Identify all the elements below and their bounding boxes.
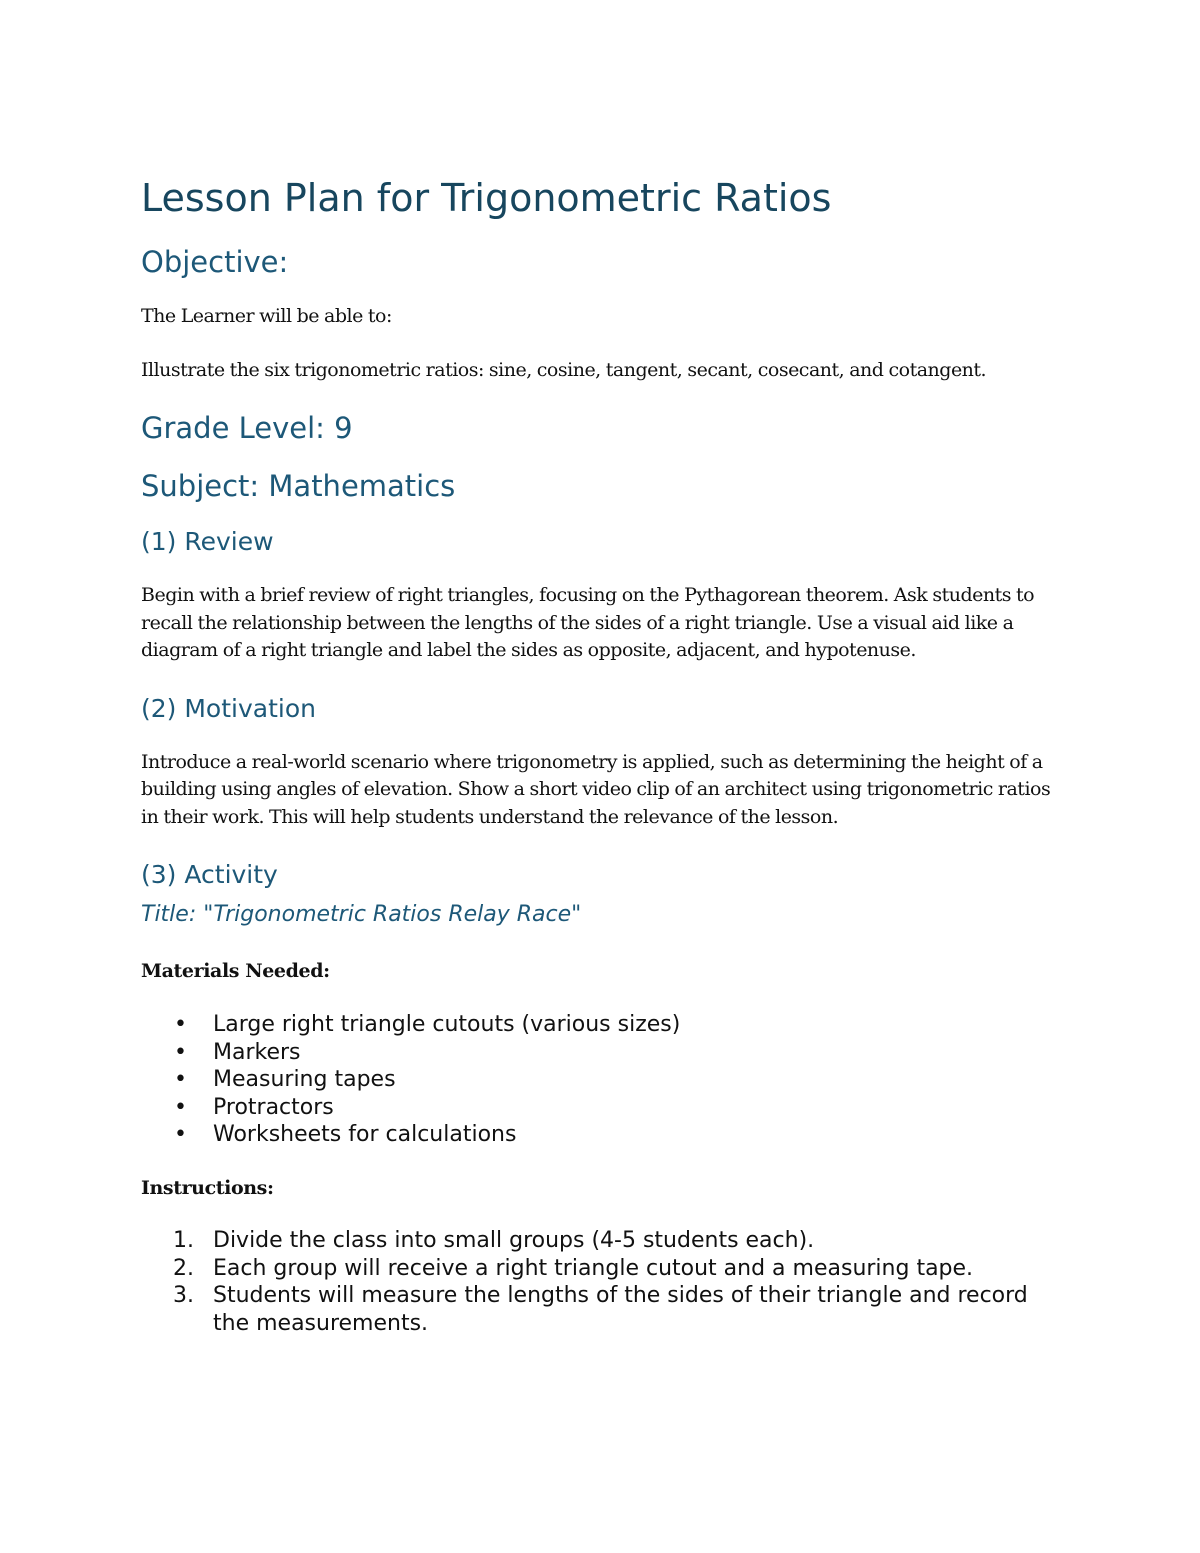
list-item-text: Worksheets for calculations: [213, 1122, 517, 1148]
instructions-list: [141, 1227, 1071, 1337]
list-item-text: Measuring tapes: [213, 1067, 396, 1093]
activity-heading: (3) Activity: [141, 860, 278, 889]
bullet-icon: •: [174, 1039, 187, 1065]
list-item: [141, 1039, 1071, 1067]
list-item: [141, 1011, 1071, 1039]
list-item: [141, 1094, 1071, 1122]
activity-title: Title: "Trigonometric Ratios Relay Race": [141, 902, 582, 927]
list-item: [141, 1282, 1071, 1337]
list-item-text: Students will measure the lengths of the sides of their triangle and record the measurements.: [213, 1283, 1028, 1336]
document-content: [141, 172, 1071, 1337]
subject-heading: Subject: Mathematics: [141, 469, 456, 503]
instructions-label: Instructions:: [141, 1176, 274, 1199]
bullet-icon: •: [174, 1012, 187, 1037]
list-number: 2.: [173, 1255, 194, 1281]
objective-intro: The Learner will be able to:: [141, 305, 392, 327]
bullet-icon: •: [174, 1094, 187, 1120]
objective-text: Illustrate the six trigonometric ratios: sine, cosine, tangent, secant, cosecant, and cotangent.: [141, 358, 987, 381]
list-item-text: Each group will receive a right triangle cutout and a measuring tape.: [213, 1255, 974, 1281]
list-item: [141, 1121, 1071, 1149]
list-item-text: Divide the class into small groups (4-5 students each).: [213, 1227, 815, 1253]
list-item-text: Markers: [213, 1039, 301, 1065]
list-number: 3.: [173, 1283, 194, 1309]
document-title: Lesson Plan for Trigonometric Ratios: [141, 176, 832, 220]
materials-list: [141, 1011, 1071, 1149]
bullet-icon: •: [174, 1067, 187, 1093]
list-item: [141, 1066, 1071, 1094]
motivation-heading: (2) Motivation: [141, 693, 316, 723]
objective-heading: Objective:: [141, 245, 289, 279]
bullet-icon: •: [174, 1122, 187, 1148]
list-item: [141, 1255, 1071, 1283]
list-item-text: Large right triangle cutouts (various sizes): [213, 1012, 681, 1037]
list-item: [141, 1227, 1071, 1255]
review-heading: (1) Review: [141, 527, 274, 556]
motivation-text: Introduce a real-world scenario where trigonometry is applied, such as determining the height of a building using angles of elevation. Show a short video clip of an architect using trigonometric ratios in their work. This will help students understand the relevance of the lesson.: [141, 750, 1051, 828]
list-item-text: Protractors: [213, 1094, 334, 1120]
list-number: 1.: [173, 1227, 194, 1253]
grade-level-heading: Grade Level: 9: [141, 411, 353, 445]
review-text: Begin with a brief review of right triangles, focusing on the Pythagorean theorem. Ask students to recall the relationship between the lengths of the sides of a right triangle. Use a visual aid like a diagram of a right triangle and label the sides as opposite, adjacent, and hypotenuse.: [141, 584, 1035, 661]
materials-label: Materials Needed:: [141, 960, 330, 982]
